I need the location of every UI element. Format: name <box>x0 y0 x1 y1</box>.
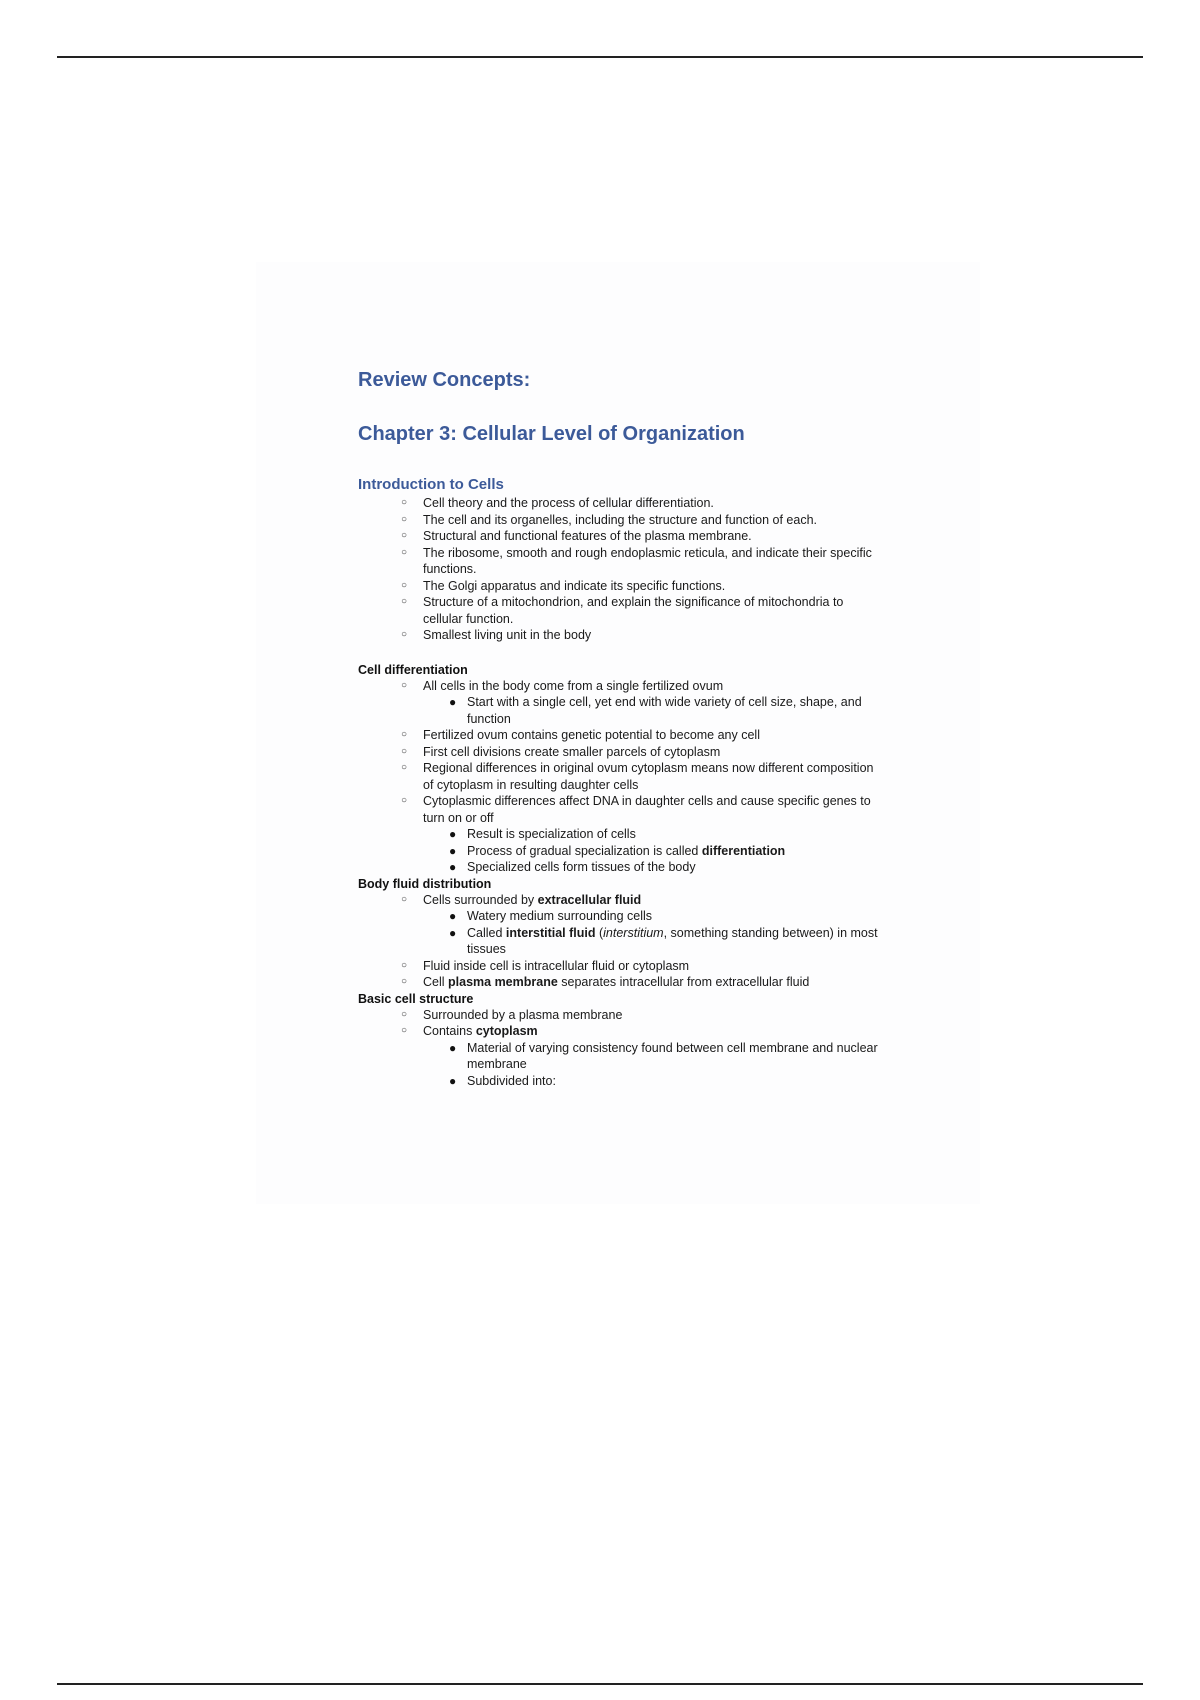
solid-bullet-icon: ● <box>449 695 457 709</box>
sub-list-item: ● Process of gradual specialization is called differentiation <box>449 843 786 858</box>
list-item: ○ Fertilized ovum contains genetic potential to become any cell <box>401 728 760 742</box>
hollow-bullet-icon: ○ <box>401 795 408 806</box>
list-item: ○ Structural and functional features of the plasma membrane. <box>401 529 752 543</box>
differentiation-list <box>358 678 878 876</box>
solid-bullet-icon: ● <box>449 1073 457 1088</box>
sub-list <box>402 908 878 958</box>
list-item: ○ The ribosome, smooth and rough endoplasmic reticula, and indicate their specific functions. <box>401 545 872 576</box>
list-item: ○ Structure of a mitochondrion, and explain the significance of mitochondria to cellular function. <box>401 595 844 626</box>
list-item: ○ Surrounded by a plasma membrane <box>401 1007 623 1022</box>
review-title: Review Concepts: <box>358 369 531 391</box>
list-item: ○ Cell theory and the process of cellular differentiation. <box>401 496 714 510</box>
hollow-bullet-icon: ○ <box>401 679 408 691</box>
hollow-bullet-icon: ○ <box>401 497 408 508</box>
hollow-bullet-icon: ○ <box>401 976 408 987</box>
differentiation-heading: Cell differentiation <box>358 662 468 677</box>
fluid-list <box>358 892 878 991</box>
hollow-bullet-icon: ○ <box>401 1008 408 1020</box>
top-rule <box>57 56 1143 58</box>
solid-bullet-icon: ● <box>449 827 457 841</box>
list-item: ○ Cytoplasmic differences affect DNA in daughter cells and cause specific genes to turn on or off ● Result is specialization of cells ● Process of gradual specialization is called differentiation ● Specialized cells form tissues of the body <box>358 793 878 876</box>
solid-bullet-icon: ● <box>449 925 457 940</box>
sub-list-item: ● Called interstitial fluid (interstitium, something standing between) in most tissues <box>449 925 878 956</box>
document-body <box>358 368 878 1089</box>
sub-list-item: ● Result is specialization of cells <box>449 827 636 841</box>
list-item: ○ The Golgi apparatus and indicate its specific functions. <box>401 578 726 593</box>
sub-list <box>402 694 878 727</box>
sub-list-item: ● Subdivided into: <box>449 1073 556 1088</box>
list-item: ○ Cell plasma membrane separates intracellular from extracellular fluid <box>401 975 810 989</box>
sub-list-item: ● Watery medium surrounding cells <box>449 909 653 923</box>
hollow-bullet-icon: ○ <box>401 1025 408 1036</box>
hollow-bullet-icon: ○ <box>401 745 408 757</box>
solid-bullet-icon: ● <box>449 843 457 858</box>
hollow-bullet-icon: ○ <box>401 579 408 591</box>
hollow-bullet-icon: ○ <box>401 513 408 525</box>
hollow-bullet-icon: ○ <box>401 596 408 607</box>
list-item: ○ First cell divisions create smaller parcels of cytoplasm <box>401 744 721 759</box>
structure-list <box>358 1007 878 1090</box>
hollow-bullet-icon: ○ <box>401 629 408 640</box>
sub-list-item: ● Start with a single cell, yet end with wide variety of cell size, shape, and function <box>449 695 862 726</box>
list-item: ○ Contains cytoplasm ● Material of varying consistency found between cell membrane and nuclear membrane ● Subdivided into: <box>401 1024 878 1088</box>
hollow-bullet-icon: ○ <box>401 893 408 905</box>
hollow-bullet-icon: ○ <box>401 959 408 971</box>
bottom-rule <box>57 1683 1143 1685</box>
solid-bullet-icon: ● <box>449 860 457 874</box>
intro-heading: Introduction to Cells <box>358 476 504 493</box>
structure-heading: Basic cell structure <box>358 991 474 1006</box>
list-item: ○ All cells in the body come from a single fertilized ovum ● Start with a single cell, yet end with wide variety of cell size, shape, and function <box>358 678 878 728</box>
list-item: ○ Fluid inside cell is intracellular fluid or cytoplasm <box>401 958 690 973</box>
section-gap <box>358 644 878 662</box>
hollow-bullet-icon: ○ <box>401 729 408 740</box>
hollow-bullet-icon: ○ <box>401 530 408 541</box>
chapter-title: Chapter 3: Cellular Level of Organization <box>358 423 745 445</box>
hollow-bullet-icon: ○ <box>401 546 408 558</box>
list-item: ○ The cell and its organelles, including the structure and function of each. <box>401 512 817 527</box>
solid-bullet-icon: ● <box>449 909 457 923</box>
sub-list-item: ● Specialized cells form tissues of the body <box>449 860 696 874</box>
hollow-bullet-icon: ○ <box>401 762 408 773</box>
list-item: ○ Regional differences in original ovum cytoplasm means now different composition of cytoplasm in resulting daughter cells <box>401 761 874 792</box>
fluid-heading: Body fluid distribution <box>358 876 492 891</box>
sub-list <box>402 826 878 876</box>
solid-bullet-icon: ● <box>449 1040 457 1055</box>
list-item: ○ Cells surrounded by extracellular fluid ● Watery medium surrounding cells ● Called interstitial fluid (interstitium, something standing between) in most tissues <box>401 892 878 956</box>
sub-list-item: ● Material of varying consistency found between cell membrane and nuclear membrane <box>449 1040 878 1071</box>
sub-list <box>402 1040 878 1090</box>
list-item: ○ Smallest living unit in the body <box>401 628 592 642</box>
intro-list <box>358 495 878 644</box>
